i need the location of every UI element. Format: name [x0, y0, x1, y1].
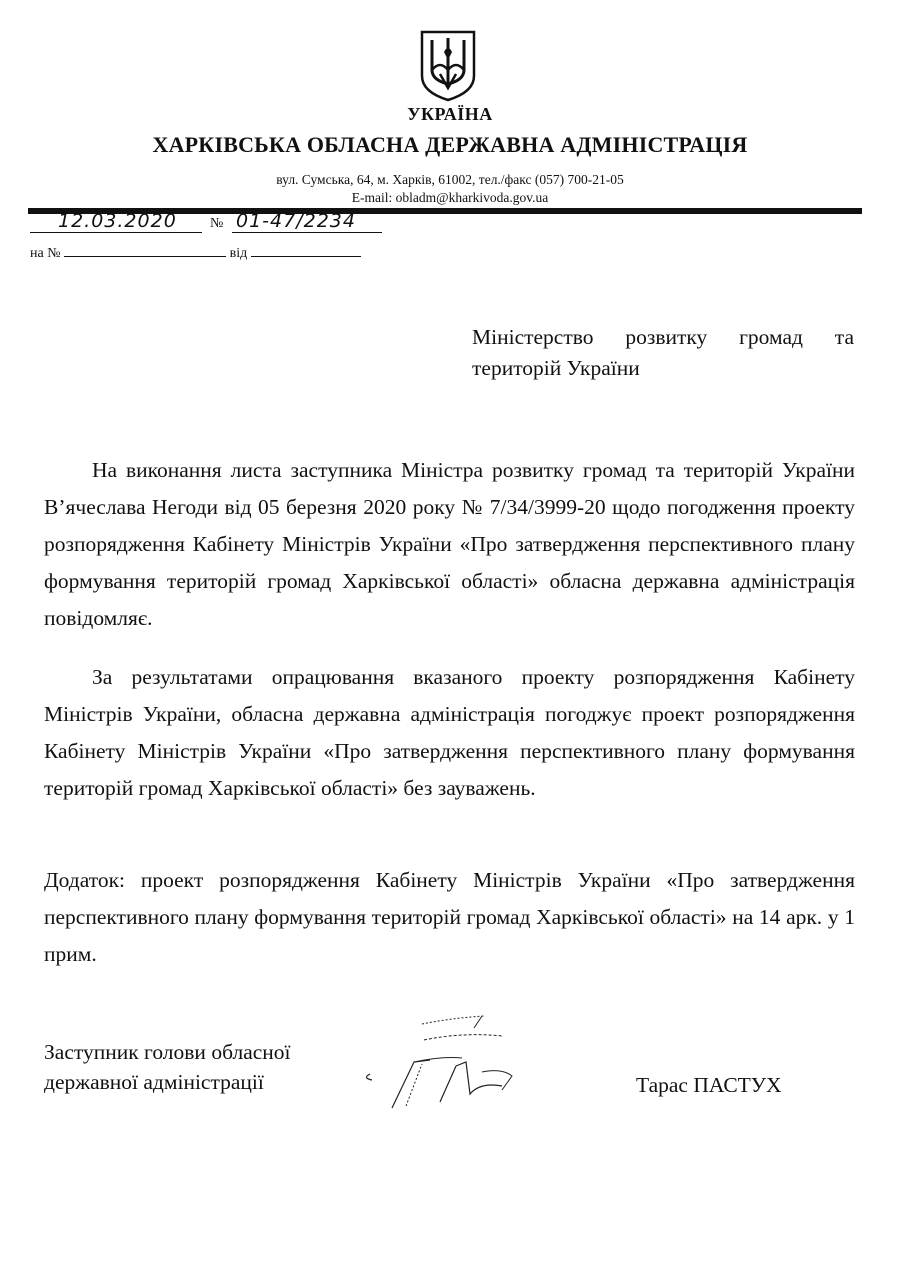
- addressee: Міністерство розвитку громад та територій України: [472, 325, 854, 380]
- number-label: №: [210, 216, 224, 231]
- organization-address: вул. Сумська, 64, м. Харків, 61002, тел./факс (057) 700-21-05: [276, 172, 624, 187]
- signatory-title-line-2: державної адміністрації: [44, 1070, 264, 1094]
- from-label: від: [229, 246, 248, 261]
- reference-number-field: [64, 240, 226, 257]
- date-underline: [30, 232, 202, 233]
- organization-email: E-mail: obladm@kharkivoda.gov.ua: [351, 190, 549, 205]
- reference-label: на №: [30, 246, 61, 261]
- number-underline: [232, 232, 382, 233]
- body-paragraph-2: За результатами опрацювання вказаного проекту розпорядження Кабінету Міністрів України, обласна державна адміністрація погоджує проект розпорядження Кабінету Міністрів України «Про затвердження перспективного плану формування територій громад Харківської області» без зауважень.: [44, 665, 855, 800]
- signatory-title-line-1: Заступник голови обласної: [44, 1040, 291, 1064]
- country-name: УКРАЇНА: [407, 104, 493, 124]
- trident-coat-of-arms-icon: [418, 30, 478, 102]
- signatory-name: Тарас ПАСТУХ: [636, 1073, 782, 1097]
- body-paragraph-1: На виконання листа заступника Міністра розвитку громад та територій України В’ячеслава Негоди від 05 березня 2020 року № 7/34/3999-20 щодо погодження проекту розпорядження Кабінету Міністрів України «Про затвердження перспективного плану формування територій громад Харківської області» обласна державна адміністрація повідомляє.: [44, 458, 855, 630]
- signatory-title: [44, 1037, 291, 1097]
- reference-row: [30, 240, 361, 262]
- handwritten-signature: [352, 1012, 532, 1112]
- outgoing-date: 12.03.2020: [58, 210, 177, 232]
- attachment-note: Додаток: проект розпорядження Кабінету Міністрів України «Про затвердження перспективного плану формування територій громад Харківської області» на 14 арк. у 1 прим.: [44, 868, 855, 966]
- reference-date-field: [251, 240, 361, 257]
- organization-name: ХАРКІВСЬКА ОБЛАСНА ДЕРЖАВНА АДМІНІСТРАЦІЯ: [152, 132, 748, 157]
- outgoing-number: 01-47/2234: [236, 210, 356, 232]
